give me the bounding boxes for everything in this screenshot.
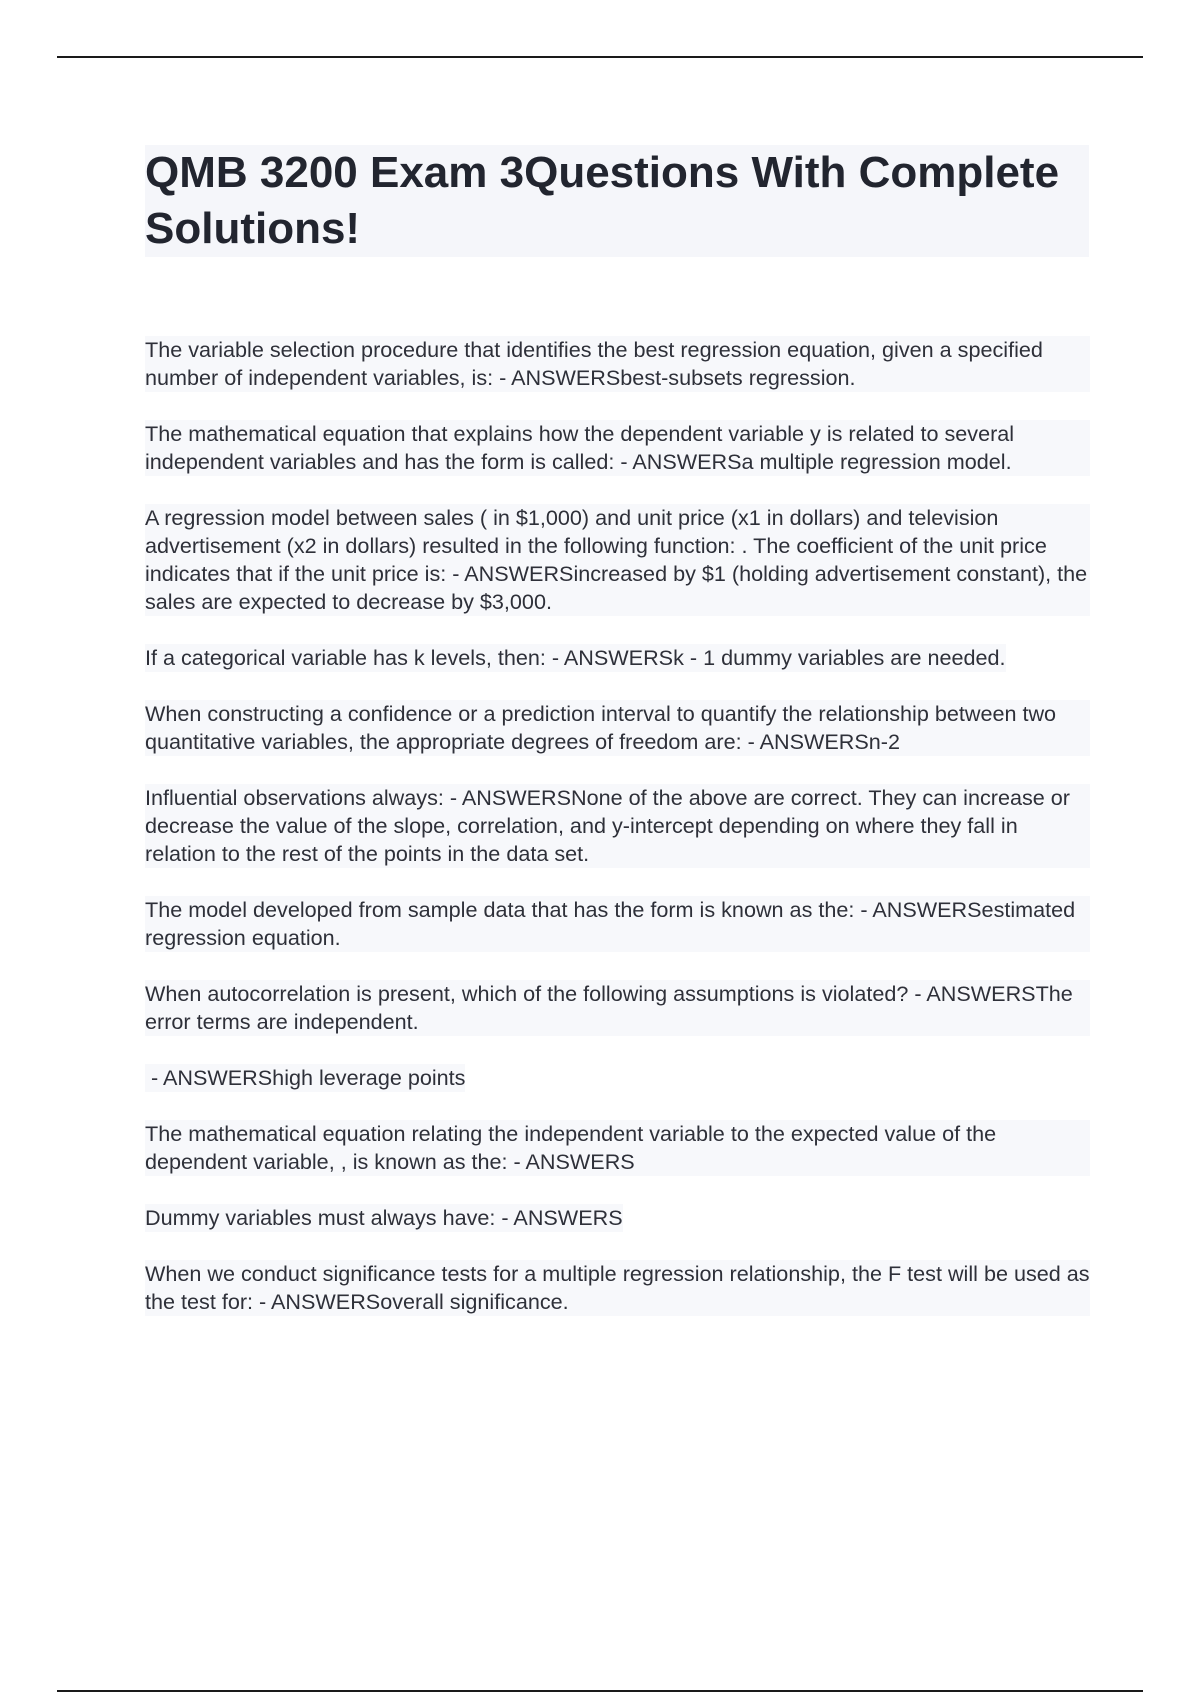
qa-item: The variable selection procedure that identifies the best regression equation, given a specified number of independent variables, is: - ANSWERSbest-subsets regression. — [145, 336, 1090, 392]
qa-list — [145, 336, 1090, 1344]
top-rule — [57, 56, 1143, 58]
document-title: QMB 3200 Exam 3Questions With Complete Solutions! — [145, 148, 1060, 253]
qa-item: The mathematical equation relating the independent variable to the expected value of the dependent variable, , is known as the: - ANSWERS — [145, 1120, 1090, 1176]
qa-item: The model developed from sample data that has the form is known as the: - ANSWERSestimated regression equation. — [145, 896, 1090, 952]
qa-item: A regression model between sales ( in $1,000) and unit price (x1 in dollars) and television advertisement (x2 in dollars) resulted in the following function: . The coefficient of the unit price indicates that if the unit price is: - ANSWERSincreased by $1 (holding advertisement constant), the sales are expected to decrease by $3,000. — [145, 504, 1090, 616]
qa-item: When we conduct significance tests for a multiple regression relationship, the F test will be used as the test for: - ANSWERSoverall significance. — [145, 1261, 1090, 1314]
qa-item: The mathematical equation that explains how the dependent variable y is related to several independent variables and has the form is called: - ANSWERSa multiple regression model. — [145, 420, 1090, 476]
qa-item: Influential observations always: - ANSWERSNone of the above are correct. They can increase or decrease the value of the slope, correlation, and y-intercept depending on where they fall in relation to the rest of the points in the data set. — [145, 784, 1090, 868]
qa-item: Dummy variables must always have: - ANSWERS — [145, 1205, 623, 1230]
title-block — [145, 145, 1089, 257]
qa-item: If a categorical variable has k levels, then: - ANSWERSk - 1 dummy variables are needed. — [145, 645, 1006, 670]
qa-item: When constructing a confidence or a prediction interval to quantify the relationship between two quantitative variables, the appropriate degrees of freedom are: - ANSWERSn-2 — [145, 700, 1090, 756]
qa-item: - ANSWERShigh leverage points — [145, 1064, 465, 1092]
bottom-rule — [57, 1690, 1143, 1692]
qa-item: When autocorrelation is present, which of the following assumptions is violated? - ANSWERSThe error terms are independent. — [145, 980, 1090, 1036]
